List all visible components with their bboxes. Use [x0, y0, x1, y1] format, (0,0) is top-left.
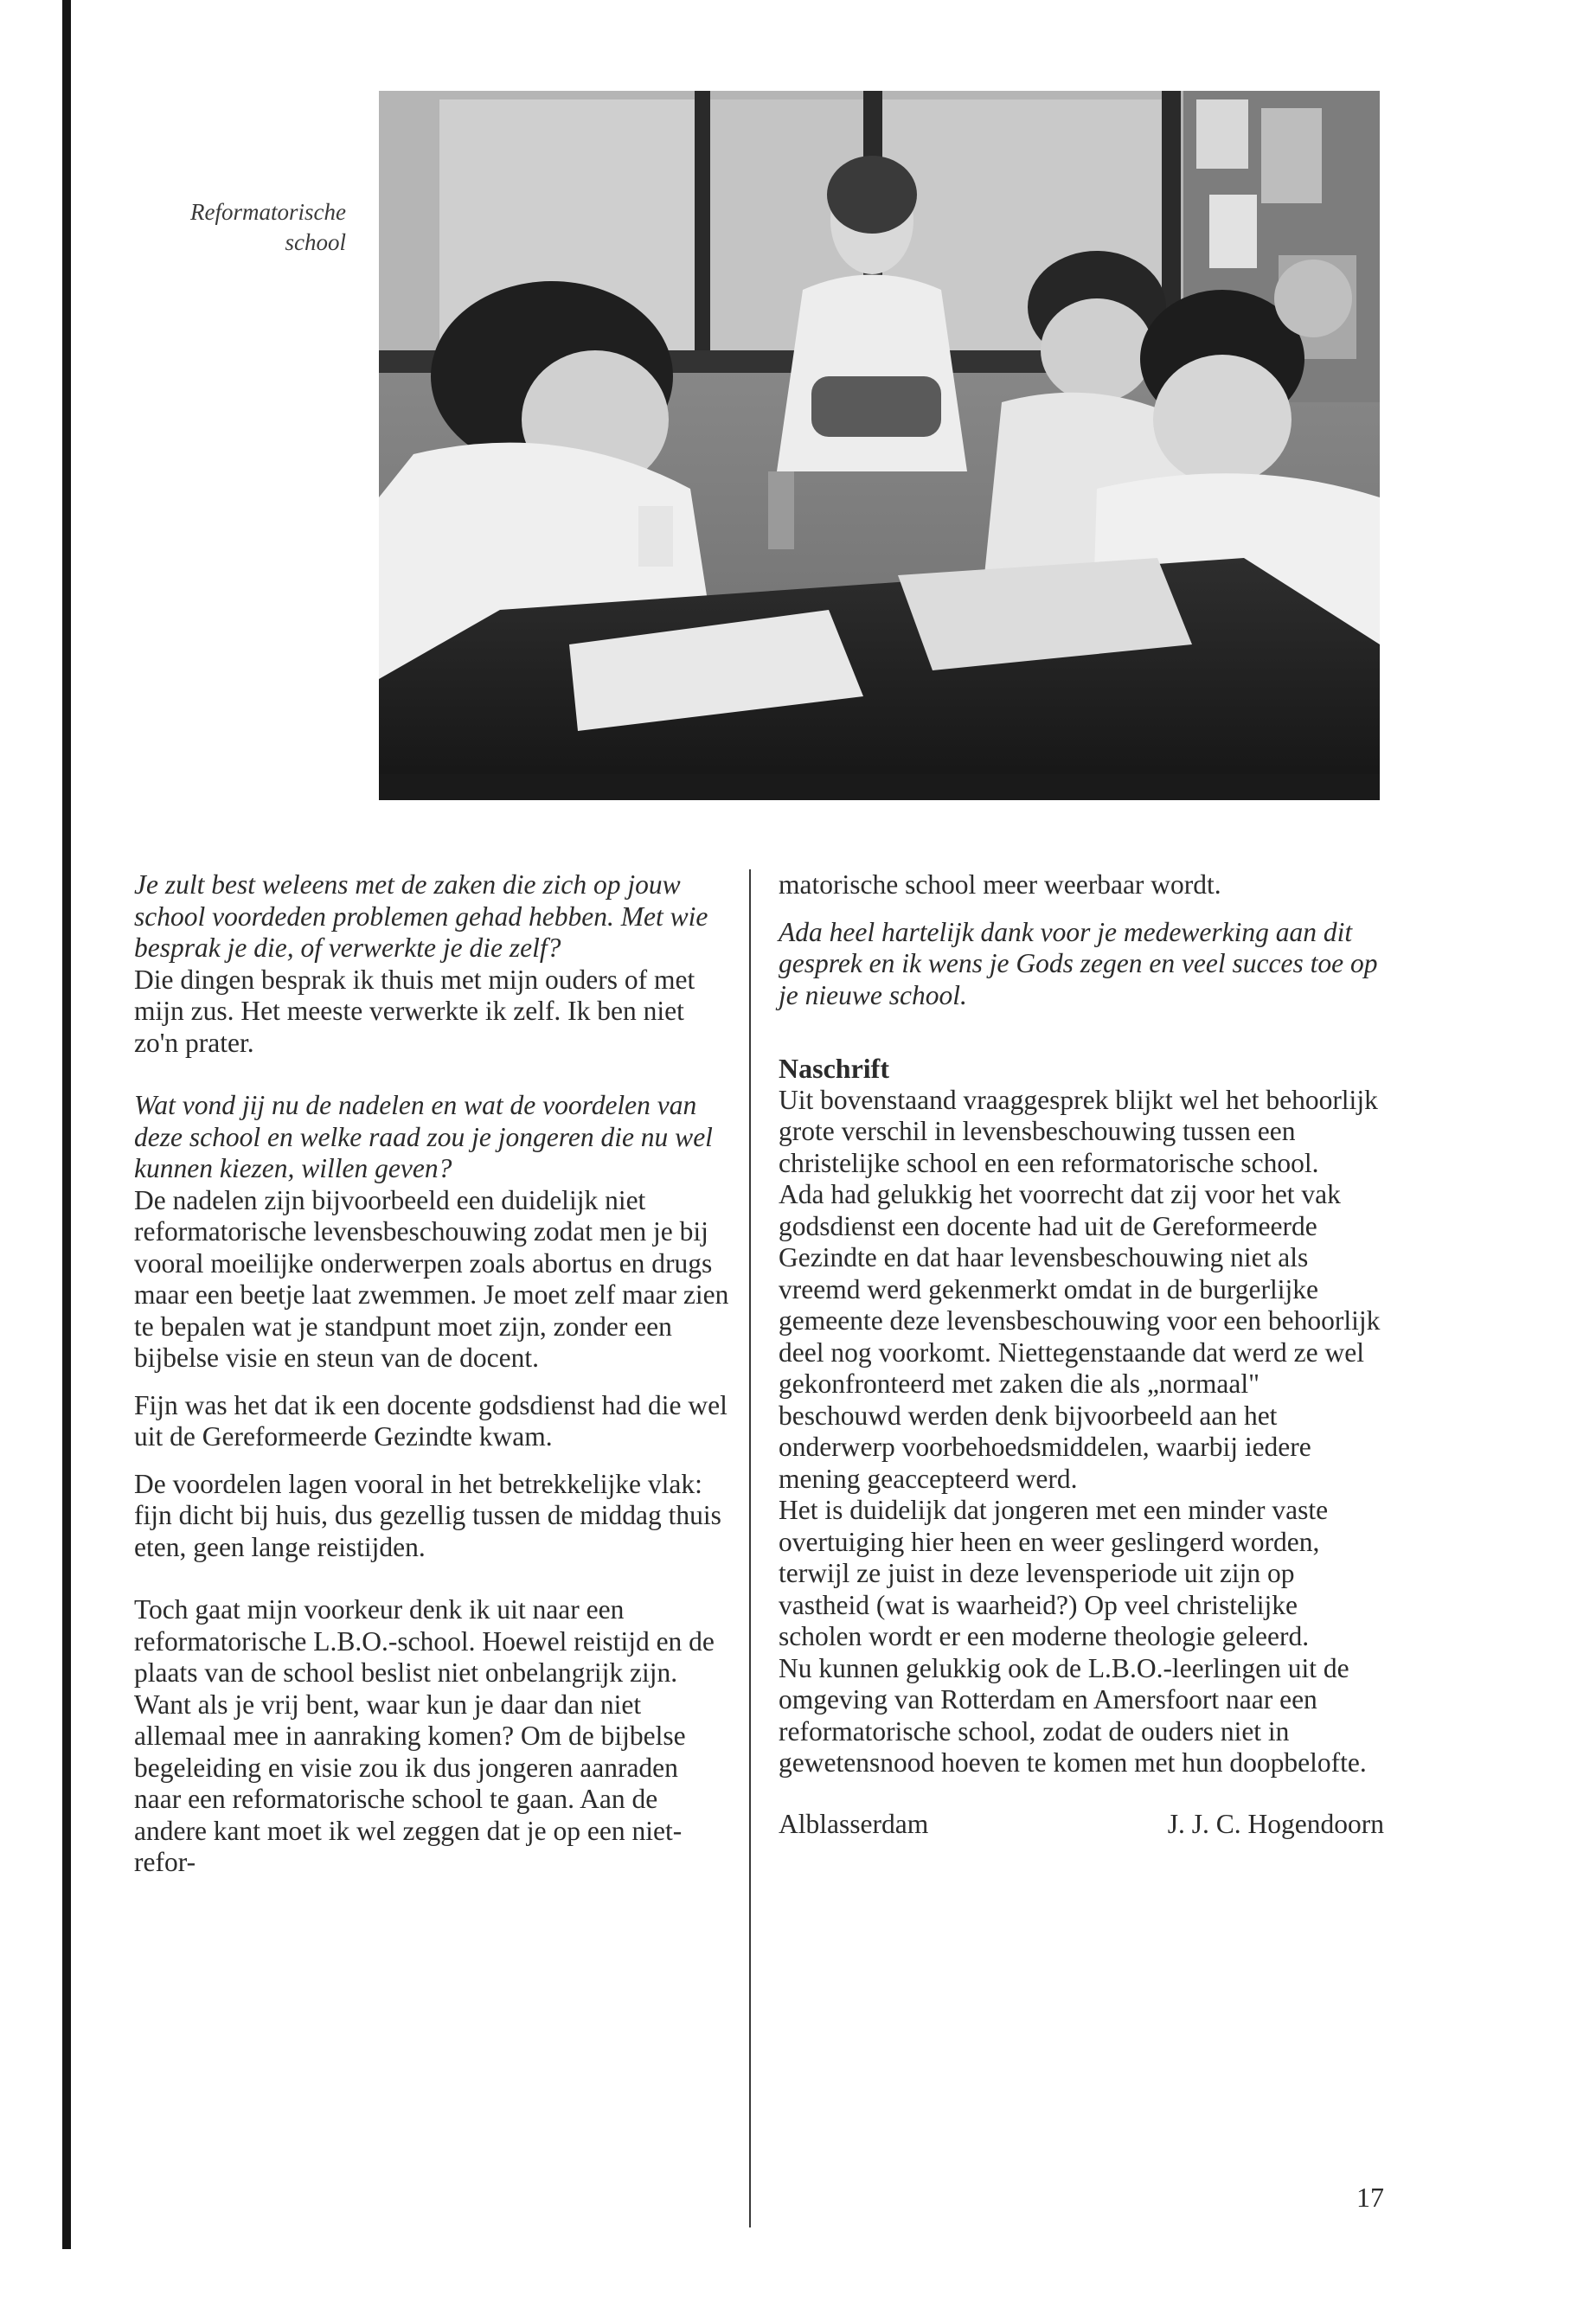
- section-heading: Naschrift: [779, 1053, 889, 1084]
- interview-question-2: Wat vond jij nu de nadelen en wat de voordelen van deze school en welke raad zou je jongeren die nu wel kunnen kiezen, willen geven?: [134, 1090, 713, 1183]
- binding-edge: [62, 0, 71, 2249]
- column-divider: [749, 869, 751, 2227]
- interview-answer-continued: matorische school meer weerbaar wordt.: [779, 869, 1221, 900]
- interview-answer-4: De voordelen lagen vooral in het betrekkelijke vlak: fijn dicht bij huis, dus gezellig tussen de middag thuis eten, geen lange reistijden.: [134, 1468, 721, 1562]
- page-number: 17: [1356, 2182, 1384, 2213]
- naschrift-paragraph-4: Nu kunnen gelukkig ook de L.B.O.-leerlingen uit de omgeving van Rotterdam en Amersfoort naar een reformatorische school, zodat de ouders niet in gewetensnood hoeven te komen met hun doopbelofte.: [779, 1652, 1367, 1778]
- caption-line-2: school: [285, 229, 346, 255]
- classroom-photo-icon: [379, 91, 1380, 800]
- interview-question-1: Je zult best weleens met de zaken die zich op jouw school voordeden problemen gehad hebben. Met wie besprak je die, of verwerkte je die zelf?: [134, 869, 708, 963]
- classroom-photo: [379, 91, 1380, 800]
- signature-line: [779, 1809, 1384, 1841]
- interview-answer-5: Toch gaat mijn voorkeur denk ik uit naar een reformatorische L.B.O.-school. Hoewel reistijd en de plaats van de school beslist niet onbelangrijk zijn. Want als je vrij bent, waar kun je daar dan niet allemaal mee in aanraking komen? Om de bijbelse begeleiding en visie zou ik dus jongeren aanraden naar een reformatorische school te gaan. Aan de andere kant moet ik wel zeggen dat je op een niet-refor-: [134, 1594, 715, 1877]
- interview-answer-2: De nadelen zijn bijvoorbeeld een duidelijk niet reformatorische levensbeschouwing zodat men je bij vooral moeilijke onderwerpen zoals abortus en drugs maar een beetje laat zwemmen. Je moet zelf maar zien te bepalen wat je standpunt moet zijn, zonder een bijbelse visie en steun van de docent.: [134, 1184, 729, 1373]
- interview-answer-1: Die dingen besprak ik thuis met mijn ouders of met mijn zus. Het meeste verwerkte ik zelf. Ik ben niet zo'n prater.: [134, 964, 695, 1058]
- naschrift-paragraph-2: Ada had gelukkig het voorrecht dat zij voor het vak godsdienst een docente had uit de Gereformeerde Gezindte en dat haar levensbeschouwing niet als vreemd werd gekenmerkt omdat in de burgerlijke gemeente deze levensbeschouwing voor een behoorlijk deel nog voorkomt. Niettegenstaande dat werd ze wel gekonfronteerd met zaken die als „normaal" beschouwd werden denk bijvoorbeeld aan het onderwerp voorbehoedsmiddelen, waarbij iedere mening geaccepteerd werd.: [779, 1179, 1381, 1494]
- left-column: [134, 869, 731, 1879]
- signature-place: Alblasserdam: [779, 1808, 929, 1839]
- naschrift-paragraph-1: Uit bovenstaand vraaggesprek blijkt wel het behoorlijk grote verschil in levensbeschouwing tussen een christelijke school en een reformatorische school.: [779, 1084, 1378, 1178]
- right-column: [779, 869, 1384, 1840]
- interview-answer-3: Fijn was het dat ik een docente godsdienst had die wel uit de Gereformeerde Gezindte kwam.: [134, 1389, 727, 1452]
- photo-caption: [130, 197, 346, 258]
- signature-author: J. J. C. Hogendoorn: [1167, 1808, 1384, 1839]
- caption-line-1: Reformatorische: [190, 199, 346, 225]
- closing-thanks: Ada heel hartelijk dank voor je medewerking aan dit gesprek en ik wens je Gods zegen en veel succes toe op je nieuwe school.: [779, 916, 1378, 1010]
- naschrift-paragraph-3: Het is duidelijk dat jongeren met een minder vaste overtuiging hier heen en weer geslingerd worden, terwijl ze juist in deze levensperiode uit zijn op vastheid (wat is waarheid?) Op veel christelijke scholen wordt er een moderne theologie geleerd.: [779, 1495, 1329, 1651]
